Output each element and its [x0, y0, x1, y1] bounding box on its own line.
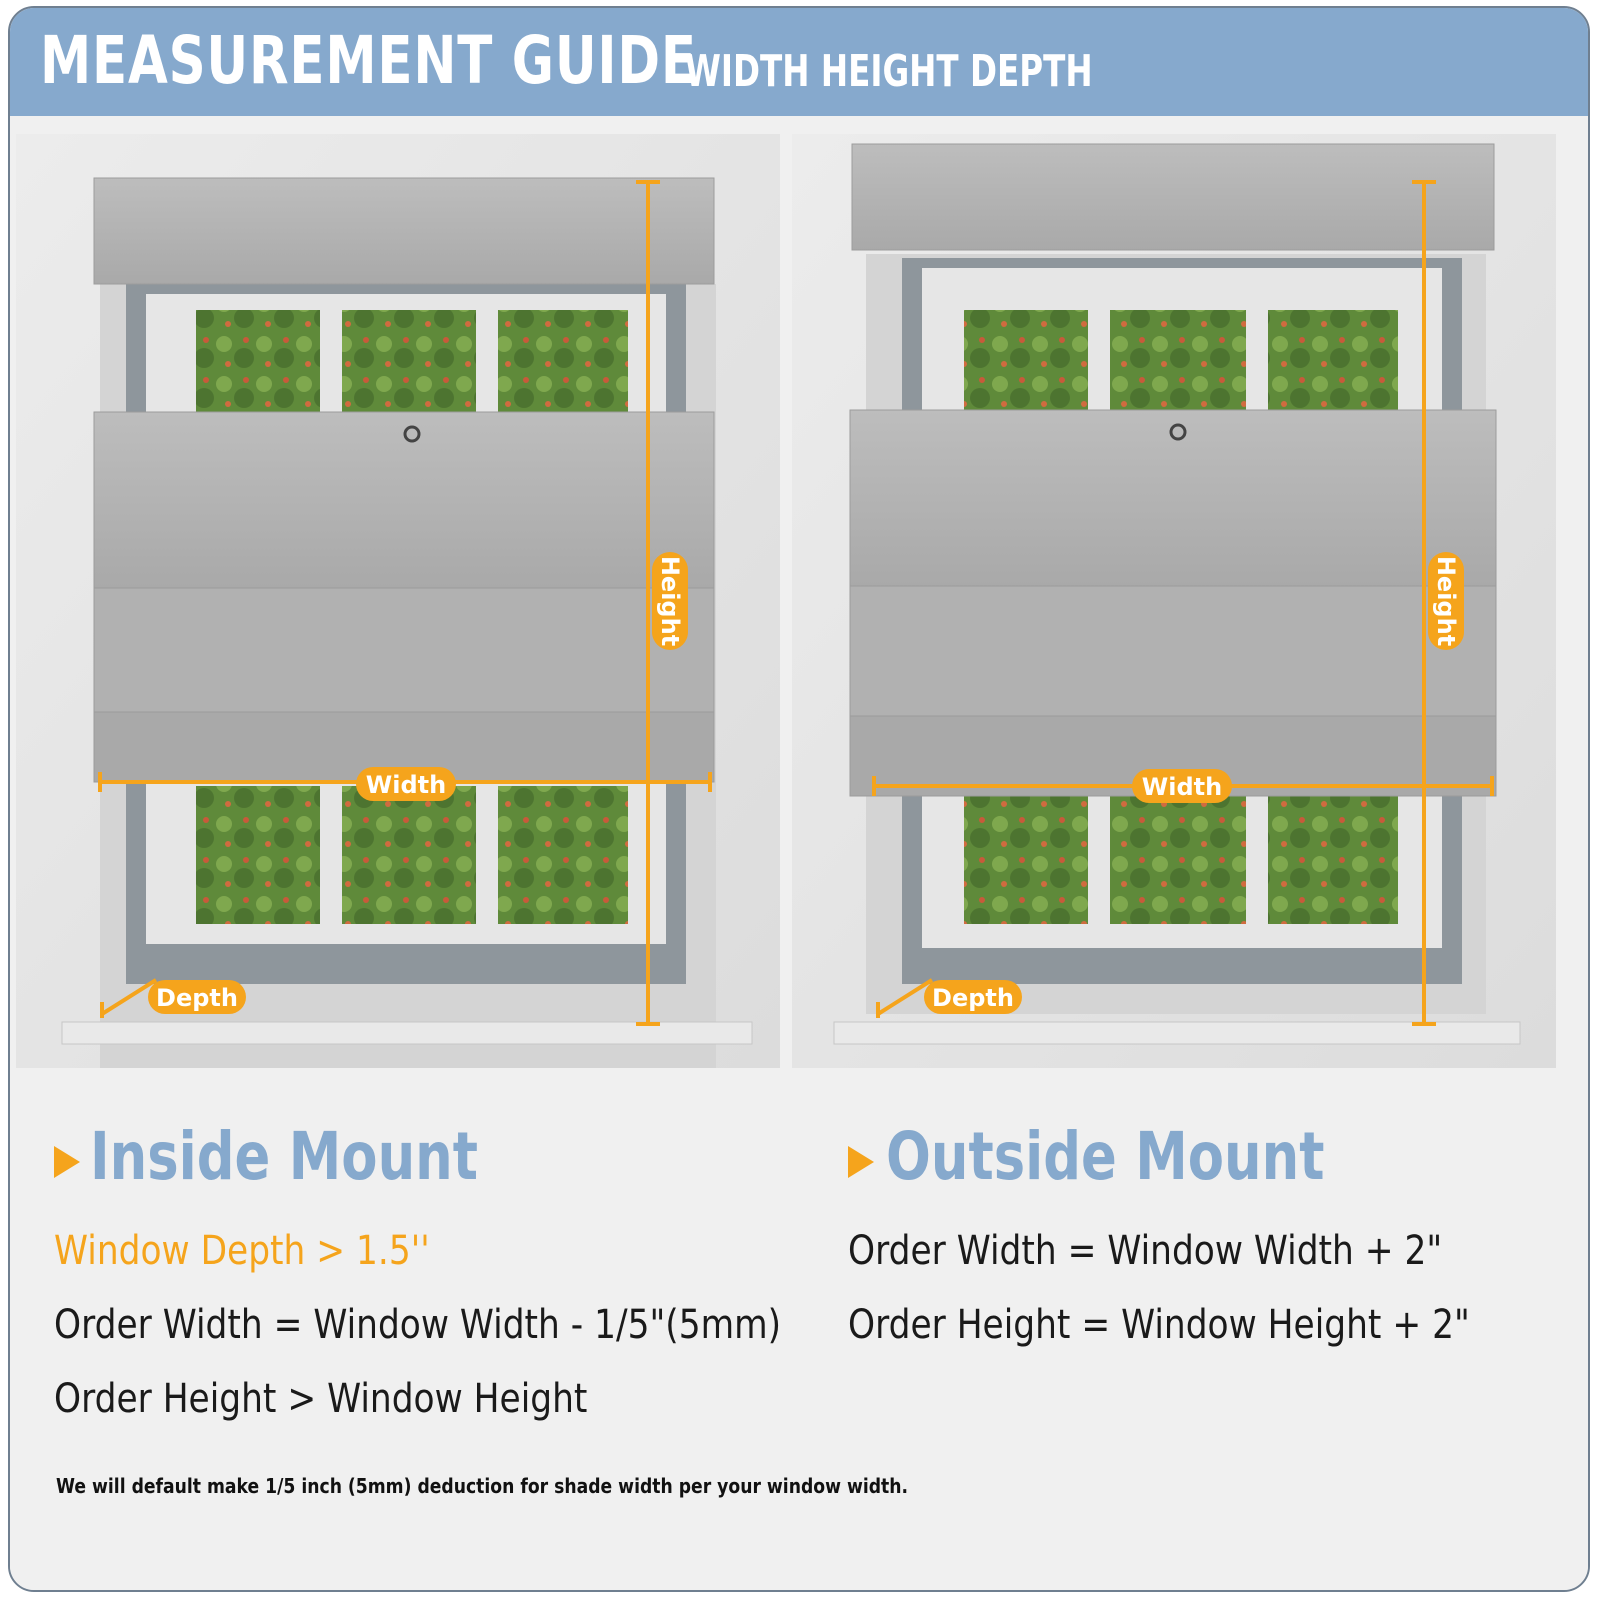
glass-pane	[1110, 796, 1246, 924]
glass-pane	[1268, 310, 1398, 410]
footnote: We will default make 1/5 inch (5mm) deduction for shade width per your window width.	[56, 1474, 909, 1498]
page-subtitle: WIDTH HEIGHT DEPTH	[685, 46, 1093, 97]
bullet-triangle-icon	[54, 1146, 80, 1178]
shade-fold	[94, 588, 714, 712]
glass-pane	[498, 786, 628, 924]
shade-valance	[852, 144, 1494, 250]
outside-mount-order-height: Order Height = Window Height + 2"	[848, 1302, 1470, 1348]
glass-pane	[964, 796, 1088, 924]
height-label: Height	[1432, 555, 1460, 647]
instructions-section	[10, 1082, 1588, 1592]
header-bar	[10, 8, 1588, 116]
glass-pane	[1268, 796, 1398, 924]
glass-pane	[498, 310, 628, 412]
shade-valance	[94, 178, 714, 284]
measurement-guide-card	[8, 6, 1590, 1592]
outside-mount-order-width: Order Width = Window Width + 2"	[848, 1228, 1443, 1274]
width-label: Width	[1141, 773, 1223, 801]
page-title: MEASUREMENT GUIDE	[40, 22, 697, 99]
height-label: Height	[656, 555, 684, 647]
bullet-triangle-icon	[848, 1146, 874, 1178]
glass-pane	[342, 310, 476, 412]
glass-pane	[1110, 310, 1246, 410]
outside-mount-title: Outside Mount	[886, 1118, 1325, 1195]
inside-mount-condition: Window Depth > 1.5''	[54, 1228, 430, 1274]
outside-mount-illustration	[792, 134, 1556, 1068]
glass-pane	[964, 310, 1088, 410]
shade-fold	[94, 412, 714, 588]
inside-mount-illustration	[16, 134, 780, 1068]
inside-mount-diagram	[16, 134, 780, 1068]
glass-pane	[196, 786, 320, 924]
inside-mount-title: Inside Mount	[90, 1118, 478, 1195]
outside-mount-diagram	[792, 134, 1556, 1068]
depth-label: Depth	[156, 984, 238, 1012]
inside-mount-order-width: Order Width = Window Width - 1/5"(5mm)	[54, 1302, 782, 1348]
glass-pane	[196, 310, 320, 412]
inside-mount-order-height: Order Height > Window Height	[54, 1376, 588, 1422]
shade-fold	[850, 586, 1496, 716]
width-label: Width	[365, 771, 447, 799]
glass-pane	[342, 786, 476, 924]
depth-label: Depth	[932, 984, 1014, 1012]
